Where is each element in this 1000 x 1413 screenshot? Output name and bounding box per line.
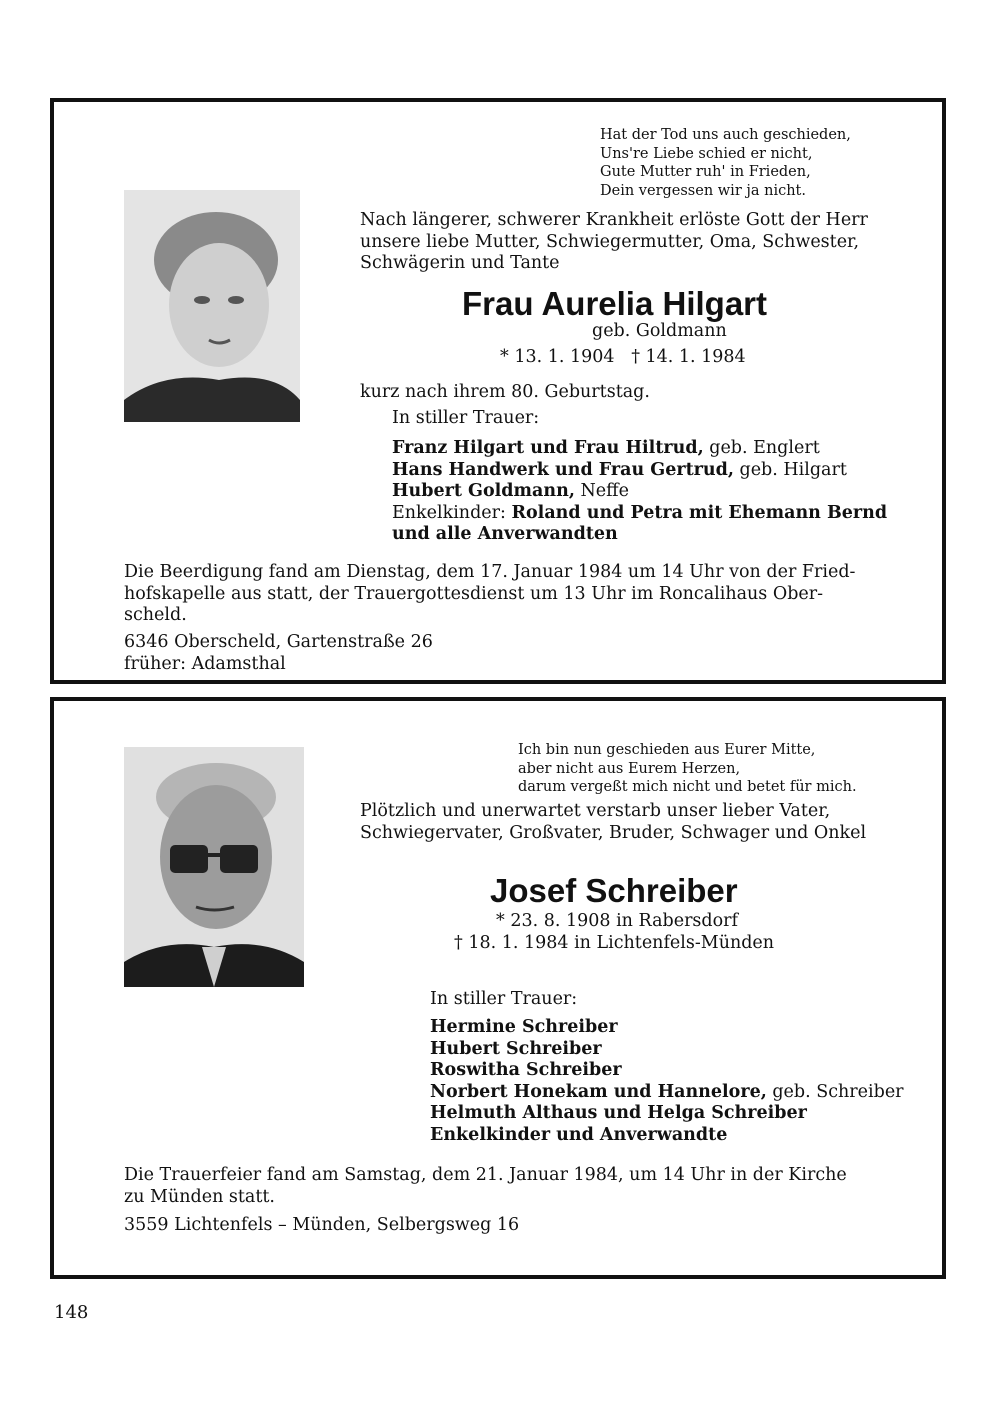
maiden-name: geb. Goldmann <box>592 321 727 341</box>
mourner-line: Franz Hilgart und Frau Hiltrud, geb. Englert <box>392 438 820 458</box>
mourning-heading: In stiller Trauer: <box>430 989 578 1009</box>
verse-line: darum vergeßt mich nicht und betet für mich. <box>518 779 857 795</box>
mourners-list <box>392 438 887 546</box>
intro-line: Plötzlich und unerwartet verstarb unser lieber Vater, <box>360 801 831 821</box>
mourner-line: Norbert Honekam und Hannelore, geb. Schreiber <box>430 1081 904 1102</box>
mourner-line: Helmuth Althaus und Helga Schreiber <box>430 1103 807 1123</box>
mourner-line: Roswitha Schreiber <box>430 1060 622 1080</box>
verse-line: Ich bin nun geschieden aus Eurer Mitte, <box>518 742 816 758</box>
portrait-photo-man <box>124 747 304 987</box>
mourner-line: Enkelkinder: Roland und Petra mit Ehemann Bernd <box>392 502 888 523</box>
address: 6346 Oberscheld, Gartenstraße 26 früher: Adamsthal <box>124 632 433 674</box>
deceased-name: Josef Schreiber <box>490 872 738 909</box>
page-number: 148 <box>54 1302 89 1323</box>
life-dates: * 13. 1. 1904 † 14. 1. 1984 <box>500 347 746 367</box>
mourner-line: Enkelkinder und Anverwandte <box>430 1124 728 1145</box>
death-info: † 18. 1. 1984 in Lichtenfels-Münden <box>454 933 775 953</box>
birth-info: * 23. 8. 1908 in Rabersdorf <box>496 911 738 931</box>
ceremony-details: Die Trauerfeier fand am Samstag, dem 21. Januar 1984, um 14 Uhr in der Kirche zu Münden statt. <box>124 1165 847 1207</box>
deceased-name: Frau Aurelia Hilgart <box>462 285 768 322</box>
intro-line: unsere liebe Mutter, Schwiegermutter, Oma, Schwester, <box>360 231 860 252</box>
mourner-line: Hermine Schreiber <box>430 1017 618 1037</box>
intro-line: Schwiegervater, Großvater, Bruder, Schwager und Onkel <box>360 822 867 843</box>
mourner-line: und alle Anverwandten <box>392 524 618 544</box>
verse-line: Uns're Liebe schied er nicht, <box>600 145 813 162</box>
intro-line: Nach längerer, schwerer Krankheit erlöste Gott der Herr <box>360 210 868 230</box>
funeral-details: Die Beerdigung fand am Dienstag, dem 17. Januar 1984 um 14 Uhr von der Fried- hofskapelle aus statt, der Trauergottesdienst um 13 Uhr im Roncalihaus Ober- scheld. <box>124 562 856 625</box>
intro-line: Schwägerin und Tante <box>360 253 560 273</box>
mourner-line: Hans Handwerk und Frau Gertrud, geb. Hilgart <box>392 459 847 480</box>
obituary-notice-schreiber <box>50 697 946 1279</box>
remark: kurz nach ihrem 80. Geburtstag. <box>360 382 650 402</box>
verse-line: Hat der Tod uns auch geschieden, <box>600 127 851 143</box>
verse-line: Gute Mutter ruh' in Frieden, <box>600 164 811 180</box>
obituary-notice-hilgart <box>50 98 946 684</box>
mourner-line: Hubert Schreiber <box>430 1038 602 1059</box>
mourning-heading: In stiller Trauer: <box>392 408 540 428</box>
portrait-photo-woman <box>124 190 300 422</box>
verse-line: Dein vergessen wir ja nicht. <box>600 182 806 199</box>
address: 3559 Lichtenfels – Münden, Selbergsweg 16 <box>124 1215 520 1235</box>
verse-line: aber nicht aus Eurem Herzen, <box>518 760 741 777</box>
mourner-line: Hubert Goldmann, Neffe <box>392 481 629 501</box>
mourners-list <box>430 1017 904 1146</box>
